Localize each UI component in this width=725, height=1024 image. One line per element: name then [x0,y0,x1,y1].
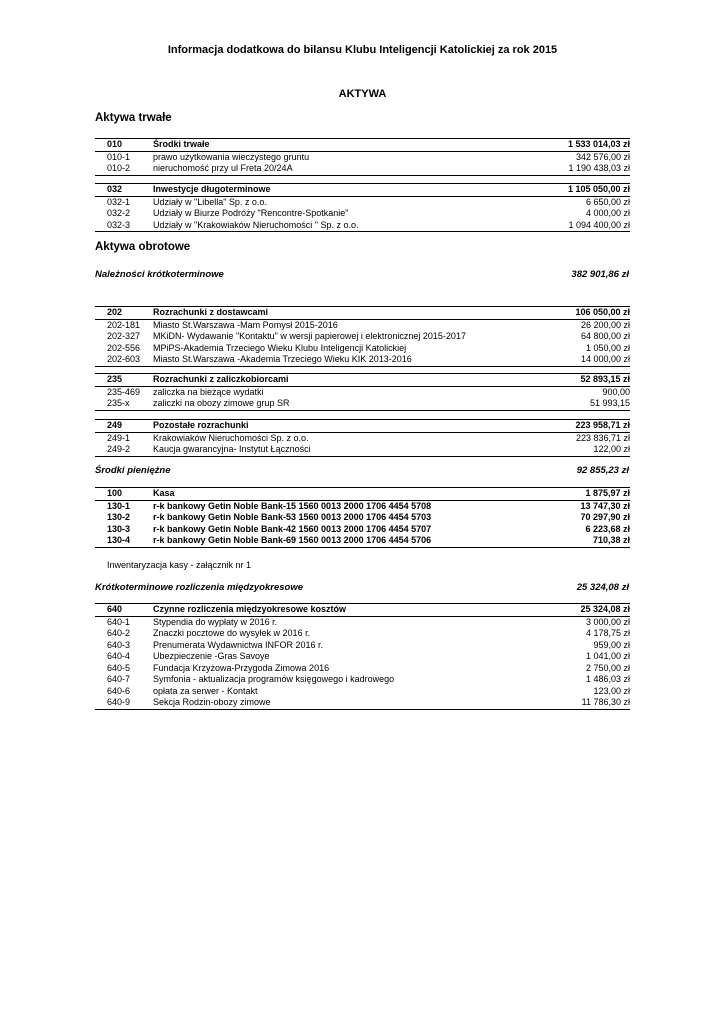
table-row: 235-469 zaliczka na bieżące wydatki 900,00 [107,386,630,397]
table-row: 640-6 opłata za serwer - Kontakt 123,00 zł [107,685,630,696]
table-row: 100 Kasa 1 875,97 zł [95,488,630,501]
table-zaliczkobiorcy [95,373,630,411]
table-row: 202-327 MKiDN- Wydawanie "Kontaktu" w wersji papierowej i elektronicznej 2015-2017 64 800,00 zł [107,331,630,341]
table-row: 130-1 r-k bankowy Getin Noble Bank-15 1560 0013 2000 1706 4454 5708 13 747,30 zł [107,500,630,511]
table-row: 010-2 nieruchomość przy ul Freta 20/24A 1 190 438,03 zł [95,163,630,175]
table-row: 235-x zaliczki na obozy zimowe grup SR 51 993,15 [95,398,630,410]
table-row: 010 Środki trwałe 1 533 014,03 zł [95,139,630,152]
table-kasa-banki [95,487,630,548]
table-srodki-trwale [95,138,630,176]
table-row: 032-3 Udziały w "Krakowiaków Nieruchomości " Sp. z o.o. 1 094 400,00 zł [95,220,630,232]
table-pozostale-rozrachunki [95,419,630,457]
table-row: 130-2 r-k bankowy Getin Noble Bank-53 1560 0013 2000 1706 4454 5703 70 297,90 zł [107,512,630,522]
table-row: 640-3 Prenumerata Wydawnictwa INFOR 2016 r. 959,00 zł [107,639,630,650]
table-row: 235 Rozrachunki z zaliczkobiorcami 52 893,15 zł [95,374,630,387]
section-aktywa: AKTYWA [338,88,387,100]
table-rozrachunki-dostawcy [95,306,630,367]
table-inwestycje [95,183,630,232]
subhead-srodki-pieniezne: Środki pieniężne 92 855,23 zł [95,465,629,476]
table-row: 249-2 Kaucja gwarancyjna- Instytut Łączności 122,00 zł [95,444,630,456]
table-row: 640 Czynne rozliczenia międzyokresowe kosztów 25 324,08 zł [95,604,630,617]
table-row: 640-7 Symfonia - aktualizacja programów księgowego i kadrowego 1 486,03 zł [107,674,630,684]
table-row: 130-3 r-k bankowy Getin Noble Bank-42 1560 0013 2000 1706 4454 5707 6 223,68 zł [107,523,630,534]
table-row: 249 Pozostałe rozrachunki 223 958,71 zł [95,420,630,433]
table-row: 032-1 Udziały w "Libella" Sp. z o.o. 6 650,00 zł [107,196,630,207]
heading-aktywa-trwale: Aktywa trwałe [95,112,172,124]
table-row: 249-1 Krakowiaków Nieruchomości Sp. z o.o. 223 836,71 zł [107,432,630,443]
table-row: 202 Rozrachunki z dostawcami 106 050,00 zł [95,307,630,320]
table-row: 032 Inwestycje długoterminowe 1 105 050,00 zł [95,184,630,197]
subhead-rozliczenia: Krótkoterminowe rozliczenia międzyokresowe 25 324,08 zł [95,582,629,593]
table-row: 640-4 Ubezpieczenie -Gras Savoye 1 041,00 zł [107,651,630,661]
table-row: 640-5 Fundacja Krzyżowa-Przygoda Zimowa 2016 2 750,00 zł [107,662,630,673]
table-row: 130-4 r-k bankowy Getin Noble Bank-69 1560 0013 2000 1706 4454 5706 710,38 zł [95,535,630,547]
table-row: 010-1 prawo użytkowania wieczystego gruntu 342 576,00 zł [107,151,630,162]
inwentaryzacja-note: Inwentaryzacja kasy - załącznik nr 1 [107,560,252,570]
table-row: 640-1 Stypendia do wypłaty w 2016 r. 3 000,00 zł [107,616,630,627]
table-row: 202-556 MPiPS-Akademia Trzeciego Wieku Klubu Inteligencji Katolickiej 1 050,00 zł [107,342,630,353]
table-rozliczenia-miedzyokresowe [95,603,630,710]
table-row: 032-2 Udziały w Biurze Podróży "Rencontre-Spotkanie" 4 000,00 zł [107,208,630,218]
table-row: 640-9 Sekcja Rodzin-obozy zimowe 11 786,30 zł [95,697,630,709]
table-row: 640-2 Znaczki pocztowe do wysyłek w 2016 r. 4 178,75 zł [107,628,630,638]
document-title: Informacja dodatkowa do bilansu Klubu Inteligencji Katolickiej za rok 2015 [167,44,558,56]
table-row: 202-603 Miasto St.Warszawa -Akademia Trzeciego Wieku KIK 2013-2016 14 000,00 zł [95,354,630,366]
subhead-naleznosci: Należności krótkoterminowe 382 901,86 zł [95,269,629,280]
heading-aktywa-obrotowe: Aktywa obrotowe [95,241,191,253]
table-row: 202-181 Miasto St.Warszawa -Mam Pomysł 2015-2016 26 200,00 zł [107,319,630,330]
